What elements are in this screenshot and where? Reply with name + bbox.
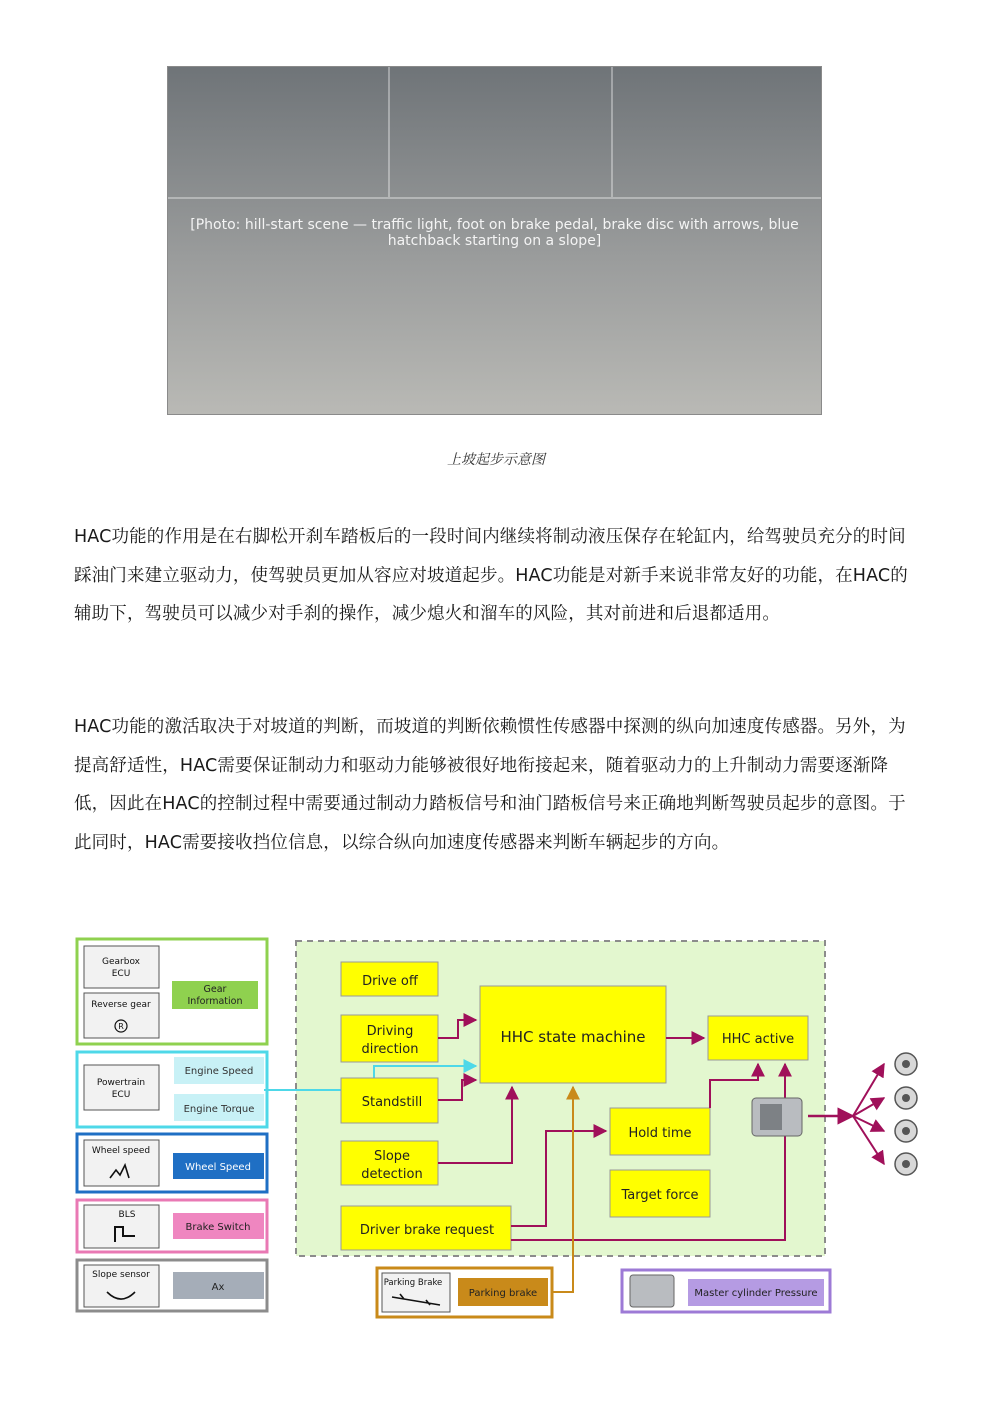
driving-direction-label-2: direction: [361, 1042, 419, 1057]
engine-speed-label: Engine Speed: [184, 1066, 254, 1077]
photo-divider: [611, 67, 613, 197]
bls-label: BLS: [118, 1210, 136, 1220]
target-force-label: Target force: [621, 1188, 699, 1203]
slope-detection-label: Slope: [373, 1149, 411, 1164]
driving-direction-label: Driving: [366, 1024, 414, 1039]
standstill-label: Standstill: [361, 1095, 423, 1110]
gearbox-ecu-label: Gearbox: [102, 957, 140, 967]
reverse-gear-glyph: R: [118, 1022, 124, 1031]
engine-torque-label: Engine Torque: [183, 1104, 255, 1115]
wheel-brake-icon: [895, 1120, 917, 1142]
slope-sensor-label: Slope sensor: [92, 1270, 150, 1280]
paragraph-hac-purpose: HAC功能的作用是在右脚松开刹车踏板后的一段时间内继续将制动液压保存在轮缸内，给驾驶员充分的时间踩油门来建立驱动力，使驾驶员更加从容应对坡道起步。HAC功能是对新手来说非常友好的功能，在HAC的辅助下，驾驶员可以减少对手刹的操作，减少熄火和溜车的风险，其对前进和后退都适用。: [74, 527, 908, 624]
hhc-diagram: [0, 930, 992, 1330]
hhc-active-label: HHC active: [721, 1032, 795, 1047]
master-cylinder-pressure-label: Master cylinder Pressure: [694, 1288, 818, 1299]
paragraph-hac-activation: HAC功能的激活取决于对坡道的判断，而坡道的判断依赖惯性传感器中探测的纵向加速度传感器。另外，为提高舒适性，HAC需要保证制动力和驱动力能够被很好地衔接起来，随着驱动力的上升制动力需要逐渐降低，因此在HAC的控制过程中需要通过制动力踏板信号和油门踏板信号来正确地判断驾驶员起步的意图。于此同时，HAC需要接收挡位信息，以综合纵向加速度传感器来判断车辆起步的方向。: [74, 717, 906, 853]
hhc-state-machine-label: HHC state machine: [500, 1028, 646, 1046]
powertrain-ecu-label: Powertrain: [96, 1078, 146, 1088]
figure-caption: 上坡起步示意图: [447, 452, 545, 468]
gearbox-ecu-label-2: ECU: [111, 969, 131, 979]
photo-divider: [388, 67, 390, 197]
hydraulic-unit-icon-detail: [760, 1104, 782, 1130]
hill-start-photo: [167, 66, 822, 415]
wheel-brake-icon: [895, 1087, 917, 1109]
parking-brake-signal-label: Parking brake: [468, 1288, 538, 1299]
slope-detection-label-2: detection: [361, 1167, 423, 1182]
master-cylinder-icon: [630, 1275, 674, 1307]
hold-time-label: Hold time: [628, 1126, 692, 1141]
wheel-arrow-1: [853, 1064, 884, 1116]
gear-information-label-2: Information: [187, 996, 243, 1007]
driver-brake-request-label: Driver brake request: [359, 1223, 495, 1238]
wheel-brake-icon: [895, 1053, 917, 1075]
drive-off-label: Drive off: [362, 974, 418, 989]
reverse-gear-label: Reverse gear: [91, 1000, 151, 1010]
parking-brake-device-label: Parking Brake: [383, 1278, 443, 1288]
gearbox-ecu-box: [84, 946, 159, 988]
photo-description: [Photo: hill-start scene — traffic light, foot on brake pedal, brake disc with arrows, blue hatchback starting on a slope]: [190, 217, 799, 249]
wheel-speed-sensor-label: Wheel speed: [91, 1146, 151, 1156]
wheel-brake-icon: [895, 1153, 917, 1175]
brake-switch-label: Brake Switch: [185, 1222, 251, 1233]
gear-information-label: Gear: [203, 984, 227, 995]
powertrain-ecu-label-2: ECU: [111, 1090, 131, 1100]
wheel-speed-signal-label: Wheel Speed: [185, 1162, 251, 1173]
ax-label: Ax: [211, 1282, 225, 1293]
photo-divider: [168, 197, 822, 199]
